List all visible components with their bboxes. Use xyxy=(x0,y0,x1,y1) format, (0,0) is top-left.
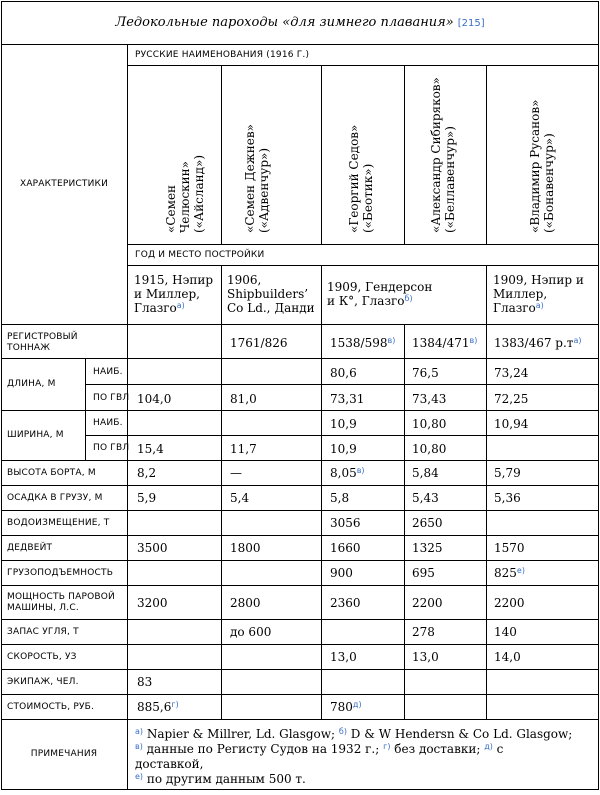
table-cell: 72,25 xyxy=(494,392,529,406)
row-label-tonnage: РЕГИСТРОВЫЙ ТОННАЖ xyxy=(7,332,78,353)
row-label-speed: СКОРОСТЬ, УЗ xyxy=(7,652,77,662)
table-cell: $1384/471^{в)}$ xyxy=(412,336,478,350)
table-cell: 1570 xyxy=(494,541,525,555)
table-cell: $885,6^{г)}$ xyxy=(137,700,179,714)
row-label-length: ДЛИНА, М xyxy=(7,379,56,389)
table-cell: 10,9 xyxy=(330,442,357,456)
notes-text: $^{а)}$ Napier & Millrer, Ld. Glasgow; $^{б)}$ D & W Hendersn & Co Ld. Glasgow; $^{в)}$ данные по Регисту Судов на 1932 г.; $^{г)}$ без доставки; $^{д)}$ с доставкой, $^{е)}$ по другим данным 500 т. xyxy=(135,727,573,786)
build-header: ГОД И МЕСТО ПОСТРОЙКИ xyxy=(135,250,265,260)
table-cell: 3200 xyxy=(137,596,168,610)
table-cell: 8,2 xyxy=(137,466,157,480)
table-cell: 83 xyxy=(137,675,153,689)
table-cell: 5,43 xyxy=(412,491,439,505)
table-cell: 10,94 xyxy=(494,417,529,431)
table-cell: 5,36 xyxy=(494,491,521,505)
ship-name-rusanov: «Владимир Русанов» («Бонавенчур») xyxy=(528,99,556,233)
table-cell: 73,43 xyxy=(412,392,447,406)
table-cell: 10,80 xyxy=(412,417,447,431)
ship-name-sedov: «Георгий Седов» («Беотик») xyxy=(347,124,375,233)
table-cell: $8,05^{в)}$ xyxy=(330,466,365,480)
table-cell: 5,84 xyxy=(412,466,439,480)
table-cell: 15,4 xyxy=(137,442,164,456)
table-cell: 10,80 xyxy=(412,442,447,456)
ship-name-chelyuskin: «Семен Челюскин» («Айсланд») xyxy=(164,154,206,233)
table-cell: 1660 xyxy=(330,541,361,555)
table-cell: 2200 xyxy=(494,596,525,610)
ship-name-sibiryakov: «Александр Сибиряков» («Беллавенчур») xyxy=(429,77,457,233)
table-cell: 2200 xyxy=(412,596,443,610)
row-label-crew: ЭКИПАЖ, ЧЕЛ. xyxy=(7,677,79,687)
row-label-deadweight: ДЕДВЕЙТ xyxy=(7,543,53,553)
icebreaker-table xyxy=(1,1,599,790)
build-cell: 1906, Shipbuilders’ Co Ld., Данди xyxy=(227,273,315,315)
build-cell: 1909, Нэпир и Миллер, Глазго$^{а)}$ xyxy=(493,273,584,315)
table-title xyxy=(1,13,599,31)
table-cell: 695 xyxy=(412,566,435,580)
row-label-coal: ЗАПАС УГЛЯ, Т xyxy=(7,627,79,637)
row-label-capacity: ГРУЗОПОДЪЕМНОСТЬ xyxy=(7,568,114,578)
table-cell: $825^{е)}$ xyxy=(494,566,525,580)
table-cell: $1538/598^{в)}$ xyxy=(330,336,396,350)
row-label-power: МОЩНОСТЬ ПАРОВОЙ МАШИНЫ, Л.С. xyxy=(7,592,115,613)
row-label-displacement: ВОДОИЗМЕЩЕНИЕ, Т xyxy=(7,518,110,528)
table-cell: 10,9 xyxy=(330,417,357,431)
row-sub-width-gvl: ПО ГВЛ xyxy=(93,443,130,453)
russian-names-header: РУССКИЕ НАИМЕНОВАНИЯ (1916 Г.) xyxy=(135,50,310,60)
table-cell: 104,0 xyxy=(137,392,172,406)
table-cell: 14,0 xyxy=(494,650,521,664)
row-label-width: ШИРИНА, М xyxy=(7,430,64,440)
table-cell: 278 xyxy=(412,625,435,639)
row-sub-width-max: НАИБ. xyxy=(93,418,123,428)
table-cell: 2360 xyxy=(330,596,361,610)
ship-name-dezhnev: «Семен Дежнев» («Адвенчур») xyxy=(243,124,271,233)
title-text: Ледокольные пароходы «для зимнего плавания» xyxy=(115,15,454,30)
table-cell: 5,9 xyxy=(137,491,157,505)
table-cell: 5,4 xyxy=(230,491,250,505)
table-cell: 140 xyxy=(494,625,517,639)
table-cell: 13,0 xyxy=(412,650,439,664)
table-cell: $780^{д)}$ xyxy=(330,700,362,714)
table-cell: 1325 xyxy=(412,541,443,555)
characteristics-header: ХАРАКТЕРИСТИКИ xyxy=(19,179,109,189)
row-label-board: ВЫСОТА БОРТА, М xyxy=(7,468,96,478)
table-cell: 1761/826 xyxy=(230,336,288,350)
table-cell: 11,7 xyxy=(230,442,257,456)
table-cell: 73,31 xyxy=(330,392,365,406)
table-cell: 3500 xyxy=(137,541,168,555)
table-cell: 3056 xyxy=(330,516,361,530)
table-cell: 81,0 xyxy=(230,392,257,406)
table-cell: 1800 xyxy=(230,541,261,555)
table-cell: 73,24 xyxy=(494,366,529,380)
table-cell: до 600 xyxy=(230,625,272,639)
table-cell: — xyxy=(230,466,242,480)
build-cell: 1915, Нэпир и Миллер, Глазго$^{а)}$ xyxy=(134,273,214,315)
table-cell: 5,79 xyxy=(494,466,521,480)
row-sub-length-gvl: ПО ГВЛ xyxy=(93,393,130,403)
table-cell: 2800 xyxy=(230,596,261,610)
table-cell: 900 xyxy=(330,566,353,580)
row-label-draft: ОСАДКА В ГРУЗУ, М xyxy=(7,493,103,503)
row-label-cost: СТОИМОСТЬ, РУБ. xyxy=(7,702,95,712)
table-cell: 80,6 xyxy=(330,366,357,380)
row-sub-length-max: НАИБ. xyxy=(93,367,123,377)
title-reference: [215] xyxy=(457,18,485,29)
build-cell: 1909, Гендерсон и К°, Глазго$^{б)}$ xyxy=(327,280,433,308)
table-cell: 1383/467 $р.т^{а)}$ xyxy=(494,336,582,350)
row-label-notes: ПРИМЕЧАНИЯ xyxy=(30,749,98,759)
table-cell: 76,5 xyxy=(412,366,439,380)
table-cell: 13,0 xyxy=(330,650,357,664)
table-cell: 2650 xyxy=(412,516,443,530)
table-cell: 5,8 xyxy=(330,491,350,505)
